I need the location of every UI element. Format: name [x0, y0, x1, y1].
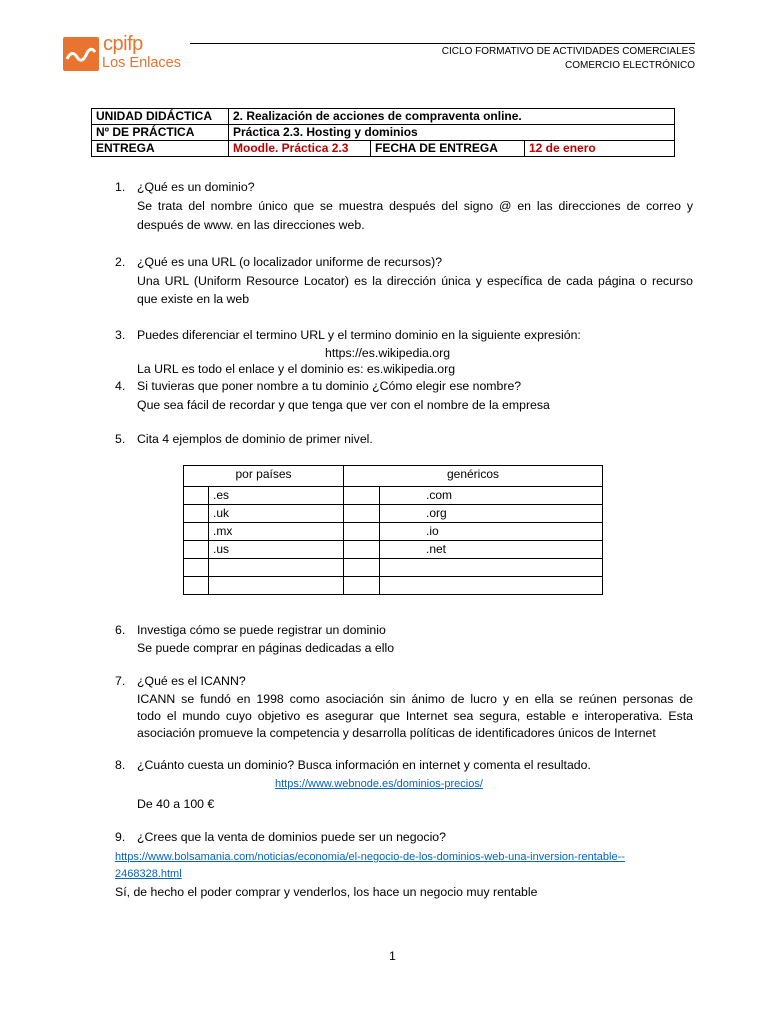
info-row-unidad [92, 109, 675, 125]
q1-answer-line2: después de www. en las direcciones web. [137, 218, 365, 232]
q9-number: 9. [115, 830, 126, 844]
q1-number: 1. [115, 180, 126, 194]
domains-table [183, 465, 603, 595]
q2-answer-line1: Una URL (Uniform Resource Locator) es la dirección única y específica de cada página o recurso [137, 274, 693, 288]
table-row [184, 559, 603, 577]
fecha-value: 12 de enero [525, 141, 675, 157]
domain-generic: .com [380, 487, 603, 505]
q6-answer: Se puede comprar en páginas dedicadas a ello [137, 641, 395, 655]
q7-answer-line2: todo el mundo cuyo objetivo es asegurar que Internet sea segura, estable e interoperativa. Esta [137, 709, 693, 723]
q3-number: 3. [115, 328, 126, 342]
logo-subtitle: Los Enlaces [102, 55, 181, 71]
info-table [91, 108, 675, 157]
domains-col-countries: por países [184, 466, 344, 487]
domain-country: .uk [209, 505, 344, 523]
q4-question: Si tuvieras que poner nombre a tu dominio ¿Cómo elegir ese nombre? [137, 379, 522, 393]
domain-generic: .net [380, 541, 603, 559]
domain-generic: .io [380, 523, 603, 541]
q3-answer: La URL es todo el enlace y el dominio es: es.wikipedia.org [137, 362, 456, 376]
q9-answer: Sí, de hecho el poder comprar y venderlos, los hace un negocio muy rentable [115, 885, 538, 899]
q5-number: 5. [115, 432, 126, 446]
q9-link-line2[interactable]: 2468328.html [115, 868, 182, 880]
q3-example: https://es.wikipedia.org [325, 346, 451, 360]
logo-wave-icon [63, 37, 99, 71]
q7-question: ¿Qué es el ICANN? [137, 674, 246, 688]
header-divider [190, 43, 695, 44]
domain-country: .mx [209, 523, 344, 541]
q8-question: ¿Cuánto cuesta un dominio? Busca información en internet y comenta el resultado. [137, 758, 591, 772]
q2-number: 2. [115, 255, 126, 269]
table-row [184, 505, 603, 523]
q7-answer-line3: asociación promueve la competencia y desarrolla políticas de identificadores únicos de Internet [137, 726, 656, 740]
logo [63, 33, 183, 75]
q4-answer: Que sea fácil de recordar y que tenga que ver con el nombre de la empresa [137, 398, 550, 412]
q2-answer-line2: que existe en la web [137, 292, 250, 306]
q1-question: ¿Qué es un dominio? [137, 180, 255, 194]
logo-brand: cpifp [103, 33, 143, 55]
q7-answer-line1: ICANN se fundó en 1998 como asociación sin ánimo de lucro y en ella se reúnen personas de [137, 692, 693, 706]
q6-question: Investiga cómo se puede registrar un dominio [137, 623, 386, 637]
q3-question: Puedes diferenciar el termino URL y el termino dominio en la siguiente expresión: [137, 328, 581, 342]
entrega-label: ENTREGA [92, 141, 229, 157]
fecha-label: FECHA DE ENTREGA [371, 141, 525, 157]
entrega-value: Moodle. Práctica 2.3 [229, 141, 371, 157]
domains-header-row [184, 466, 603, 487]
domain-generic: .org [380, 505, 603, 523]
q2-question: ¿Qué es una URL (o localizador uniforme de recursos)? [137, 255, 443, 269]
domains-col-generic: genéricos [344, 466, 603, 487]
header-module: COMERCIO ELECTRÓNICO [564, 60, 695, 71]
q9-link-line1[interactable]: https://www.bolsamania.com/noticias/economia/el-negocio-de-los-dominios-web-una-inversion-rentable-- [115, 851, 625, 863]
table-row [184, 541, 603, 559]
q4-number: 4. [115, 379, 126, 393]
domain-generic [380, 559, 603, 577]
logo-mark [63, 37, 99, 71]
unidad-value: 2. Realización de acciones de compraventa online. [229, 109, 675, 125]
domain-country [209, 577, 344, 595]
table-row [184, 577, 603, 595]
q5-question: Cita 4 ejemplos de dominio de primer nivel. [137, 432, 373, 446]
q9-question: ¿Crees que la venta de dominios puede ser un negocio? [137, 830, 446, 844]
q6-number: 6. [115, 623, 126, 637]
q8-number: 8. [115, 758, 126, 772]
q8-link[interactable]: https://www.webnode.es/dominios-precios/ [275, 778, 483, 790]
domain-country: .us [209, 541, 344, 559]
domain-country [209, 559, 344, 577]
practica-label: Nº DE PRÁCTICA [92, 125, 229, 141]
page-number: 1 [389, 949, 396, 963]
info-row-practica [92, 125, 675, 141]
table-row [184, 487, 603, 505]
header-course: CICLO FORMATIVO DE ACTIVIDADES COMERCIALES [441, 46, 695, 57]
practica-value: Práctica 2.3. Hosting y dominios [229, 125, 675, 141]
q1-answer-line1: Se trata del nombre único que se muestra después del signo @ en las direcciones de correo y [137, 199, 693, 213]
unidad-label: UNIDAD DIDÁCTICA [92, 109, 229, 125]
domain-country: .es [209, 487, 344, 505]
q7-number: 7. [115, 674, 126, 688]
q8-answer: De 40 a 100 € [137, 797, 215, 811]
table-row [184, 523, 603, 541]
domain-generic [380, 577, 603, 595]
info-row-entrega [92, 141, 675, 157]
